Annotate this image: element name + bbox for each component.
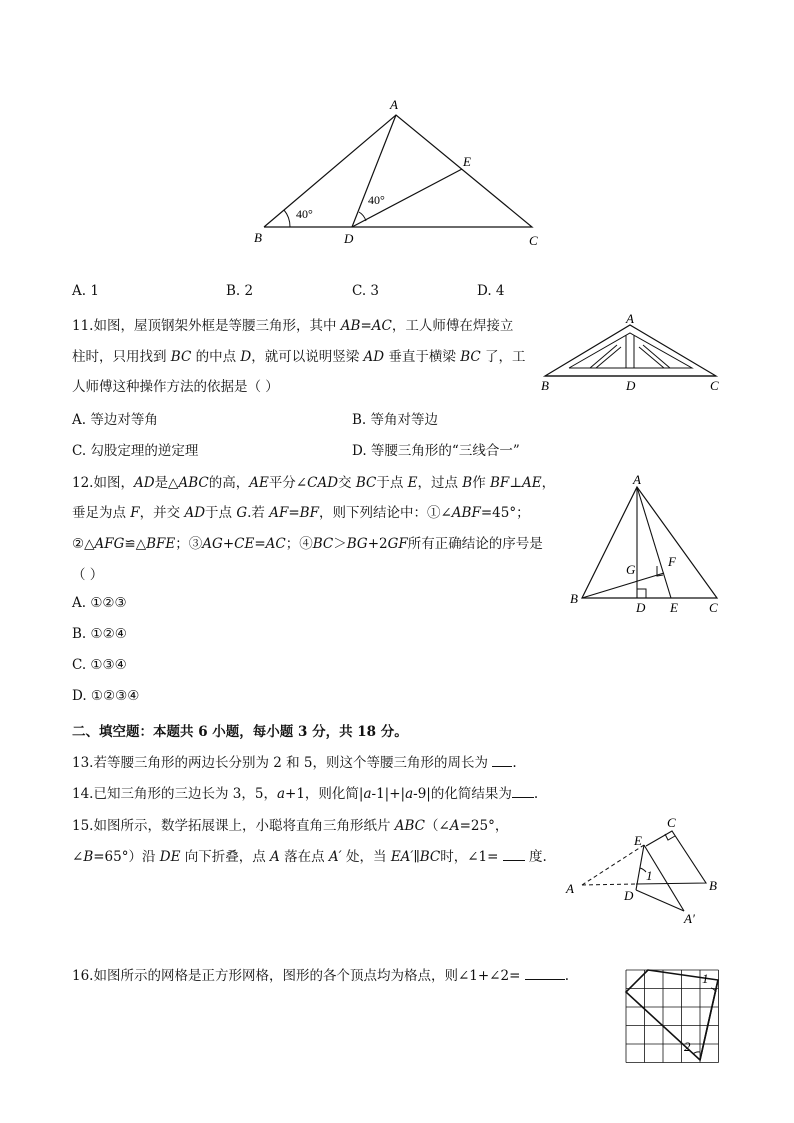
vertex-label-c: C: [529, 233, 538, 248]
q11-option-b: B. 等角对等边: [352, 412, 439, 428]
q11-option-a: A. 等边对等角: [72, 412, 158, 428]
q12-label-g: G: [626, 562, 636, 577]
q12-label-c: C: [709, 600, 718, 615]
q12-label-f: F: [668, 554, 676, 569]
q16-label-angle-1: 1: [702, 971, 709, 986]
q15-label-d: D: [624, 888, 634, 903]
q14-line: 14.已知三角形的三边长为 3，5，a+1，则化简|a-1|+|a-9|的化简结果为 .: [72, 786, 539, 802]
q12-label-b: B: [570, 591, 578, 606]
vertex-label-a: A: [390, 97, 398, 112]
q12-label-e: E: [670, 600, 678, 615]
q15-label-a: A: [566, 881, 574, 896]
q11-line-3: 人师傅这种操作方法的依据是（ ）: [72, 379, 279, 395]
q11-line-2: 柱时，只用找到 BC 的中点 D，就可以说明竖梁 AD 垂直于横梁 BC 了，工: [72, 349, 526, 365]
q12-option-b: B. ①②④: [72, 626, 127, 642]
q12-option-d: D. ①②③④: [72, 688, 140, 704]
q16-label-angle-2: 2: [684, 1039, 691, 1054]
q12-line-1: 12.如图，AD是△ABC的高，AE平分∠CAD交 BC于点 E，过点 B作 BF⊥AE，: [72, 475, 556, 491]
q13-line: 13.若等腰三角形的两边长分别为 2 和 5，则这个等腰三角形的周长为 .: [72, 755, 517, 771]
q12-line-3: ②△AFG≌△BFE；③AG+CE=AC；④BC＞BG+2GF所有正确结论的序号是: [72, 536, 543, 552]
angle-label-d: 40°: [368, 193, 385, 207]
vertex-label-b: B: [254, 230, 262, 245]
q10-option-d: D. 4: [477, 283, 505, 299]
truss-label-d: D: [626, 378, 636, 393]
q12-option-c: C. ①③④: [72, 657, 127, 673]
q15-label-e: E: [634, 833, 642, 848]
section-2-heading: 二、填空题：本题共 6 小题，每小题 3 分，共 18 分。: [72, 724, 408, 740]
q12-line-4: （ ）: [72, 567, 104, 583]
q10-option-a: A. 1: [72, 283, 99, 299]
vertex-label-d: D: [344, 231, 354, 246]
q10-option-c: C. 3: [352, 283, 380, 299]
truss-label-b: B: [541, 378, 549, 393]
q15-label-b: B: [709, 878, 717, 893]
q16-line: 16.如图所示的网格是正方形网格，图形的各个顶点均为格点，则∠1+∠2= .: [72, 968, 569, 984]
q15-label-angle-1: 1: [646, 868, 653, 883]
q12-label-a: A: [633, 472, 641, 487]
q12-option-a: A. ①②③: [72, 595, 127, 611]
q15-line-2: ∠B=65°）沿 DE 向下折叠，点 A 落在点 A′ 处，当 EA′∥BC时，∠1= 度.: [72, 849, 547, 865]
angle-label-b: 40°: [296, 207, 313, 221]
truss-label-a: A: [626, 311, 634, 326]
q10-option-b: B. 2: [226, 283, 254, 299]
q15-label-a-prime: A′: [684, 911, 695, 926]
vertex-label-e: E: [463, 154, 471, 169]
q11-line-1: 11.如图，屋顶钢架外框是等腰三角形，其中 AB=AC，工人师傅在焊接立: [72, 318, 514, 334]
q15-label-c: C: [667, 815, 676, 830]
q11-option-d: D. 等腰三角形的“三线合一”: [352, 443, 520, 459]
truss-label-c: C: [710, 378, 719, 393]
q12-line-2: 垂足为点 F，并交 AD于点 G.若 AF=BF，则下列结论中：①∠ABF=45°；: [72, 505, 530, 521]
q12-label-d: D: [636, 600, 646, 615]
q15-line-1: 15.如图所示，数学拓展课上，小聪将直角三角形纸片 ABC（∠A=25°，: [72, 818, 509, 834]
q11-option-c: C. 勾股定理的逆定理: [72, 443, 199, 459]
